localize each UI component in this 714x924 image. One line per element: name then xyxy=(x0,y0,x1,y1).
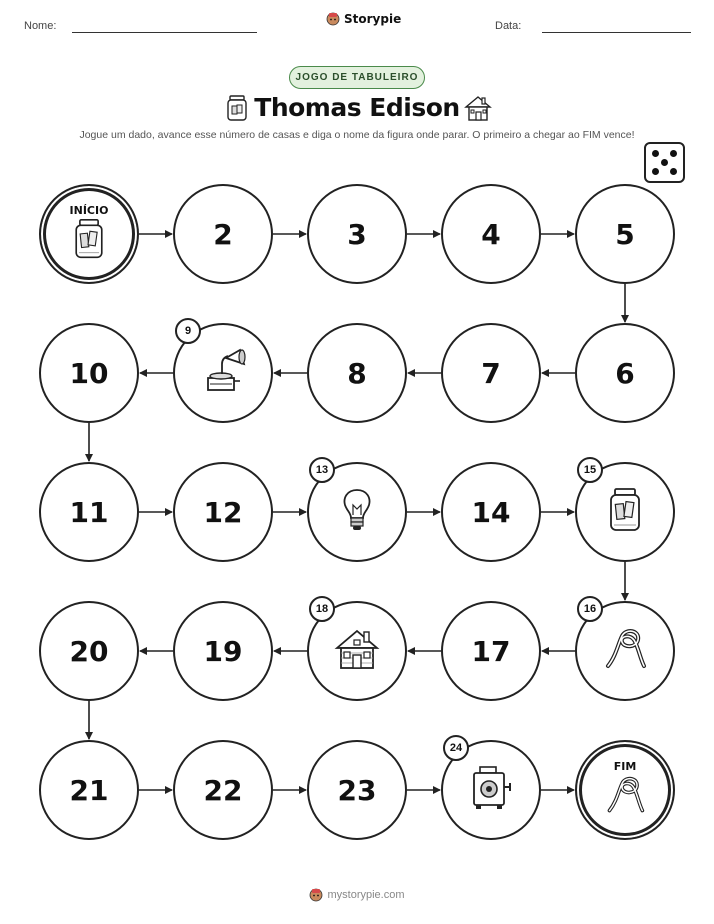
board-space-16[interactable] xyxy=(575,601,675,701)
space-number: 6 xyxy=(615,356,635,390)
space-number: 20 xyxy=(69,634,109,668)
space-number: 7 xyxy=(481,356,501,390)
footer xyxy=(0,888,714,902)
board-space-8[interactable] xyxy=(307,323,407,423)
start-label: INÍCIO xyxy=(69,204,109,217)
board-space-6[interactable] xyxy=(575,323,675,423)
board-space-21[interactable] xyxy=(39,740,139,840)
date-label: Data: xyxy=(495,20,522,32)
board-space-7[interactable] xyxy=(441,323,541,423)
filament-icon xyxy=(602,626,648,677)
mascot-icon xyxy=(309,888,323,902)
board-space-4[interactable] xyxy=(441,184,541,284)
name-label: Nome: xyxy=(24,20,57,32)
phonograph-icon xyxy=(200,348,246,399)
board-space-20[interactable] xyxy=(39,601,139,701)
brand-name: Storypie xyxy=(344,12,402,26)
board-space-18[interactable] xyxy=(307,601,407,701)
board-space-14[interactable] xyxy=(441,462,541,562)
board-space-10[interactable] xyxy=(39,323,139,423)
space-number-badge: 16 xyxy=(577,596,603,622)
board-space-19[interactable] xyxy=(173,601,273,701)
board-space-5[interactable] xyxy=(575,184,675,284)
space-number-badge: 15 xyxy=(577,457,603,483)
space-number-badge: 9 xyxy=(175,318,201,344)
space-number-badge: 18 xyxy=(309,596,335,622)
board-space-24[interactable] xyxy=(441,740,541,840)
end-label: FIM xyxy=(613,760,637,773)
board-space-23[interactable] xyxy=(307,740,407,840)
space-number: 10 xyxy=(69,356,109,390)
space-number: 2 xyxy=(213,217,233,251)
page-title: Thomas Edison xyxy=(254,93,460,122)
category-badge: JOGO DE TABULEIRO xyxy=(289,66,425,89)
board-space-13[interactable] xyxy=(307,462,407,562)
end-space[interactable] xyxy=(575,740,675,840)
space-number: 11 xyxy=(69,495,109,529)
board-space-2[interactable] xyxy=(173,184,273,284)
board-space-12[interactable] xyxy=(173,462,273,562)
instructions: Jogue um dado, avance esse número de casas e diga o nome da figura onde parar. O primeiro a chegar ao FIM vence! xyxy=(79,129,635,141)
footer-site[interactable]: mystorypie.com xyxy=(327,889,405,901)
jar-icon xyxy=(602,487,648,538)
space-number: 12 xyxy=(203,495,243,529)
space-number-badge: 24 xyxy=(443,735,469,761)
space-number: 19 xyxy=(203,634,243,668)
space-number: 21 xyxy=(69,773,109,807)
space-number: 22 xyxy=(203,773,243,807)
board-space-9[interactable] xyxy=(173,323,273,423)
board-space-17[interactable] xyxy=(441,601,541,701)
space-number: 17 xyxy=(471,634,511,668)
space-number: 23 xyxy=(337,773,377,807)
lightbulb-icon xyxy=(334,487,380,538)
space-number: 4 xyxy=(481,217,501,251)
board-space-3[interactable] xyxy=(307,184,407,284)
space-number: 3 xyxy=(347,217,367,251)
space-number-badge: 13 xyxy=(309,457,335,483)
board-space-11[interactable] xyxy=(39,462,139,562)
space-number: 5 xyxy=(615,217,635,251)
board-space-15[interactable] xyxy=(575,462,675,562)
board-space-22[interactable] xyxy=(173,740,273,840)
safe-icon xyxy=(468,765,514,816)
space-number: 14 xyxy=(471,495,511,529)
space-number: 8 xyxy=(347,356,367,390)
house-icon xyxy=(334,626,380,677)
start-space[interactable] xyxy=(39,184,139,284)
